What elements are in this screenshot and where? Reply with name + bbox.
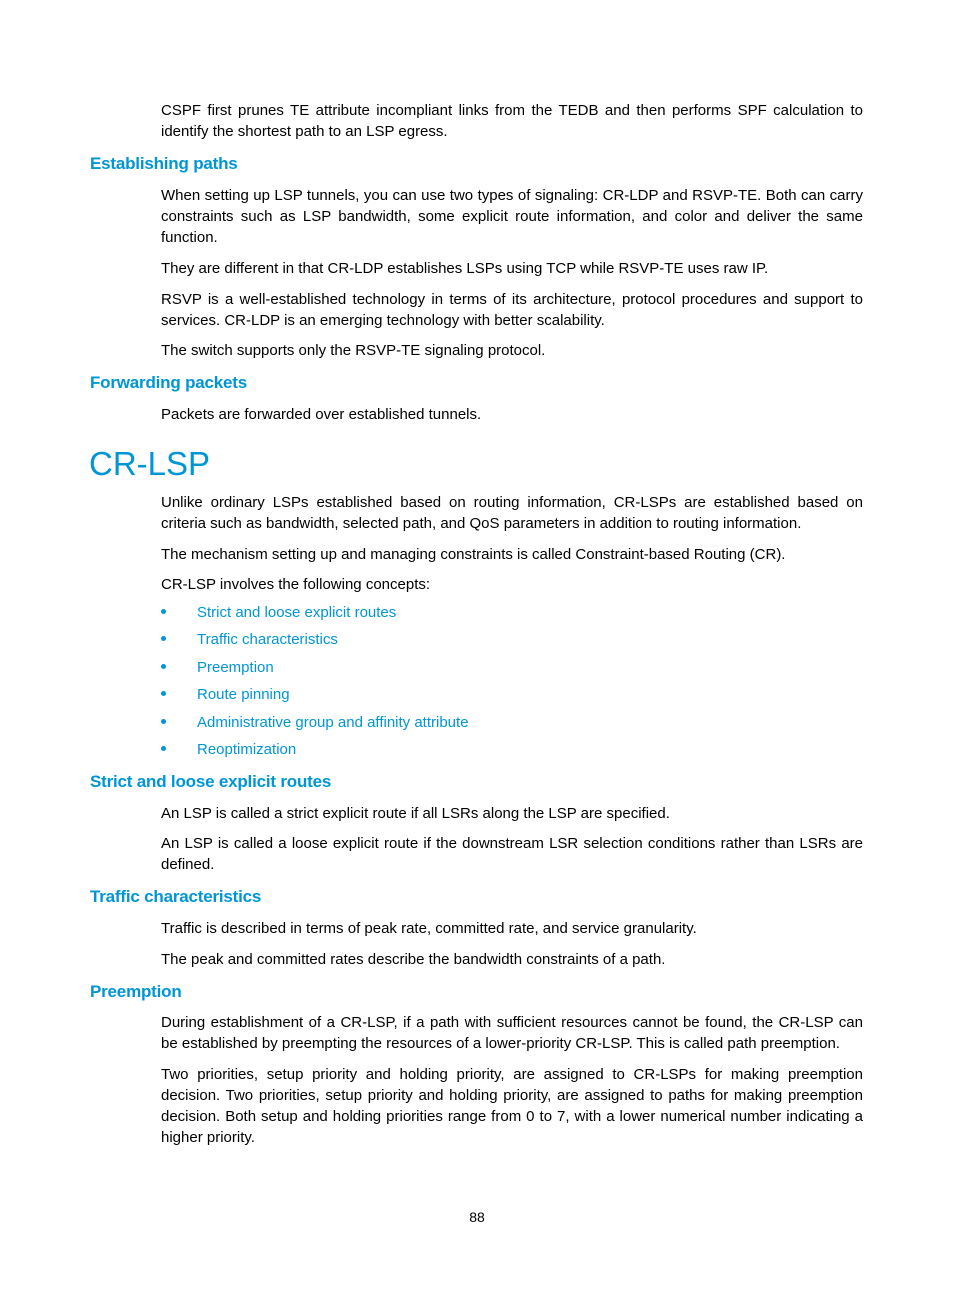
loose-route-paragraph: An LSP is called a loose explicit route if the downstream LSR selection conditions rather than LSRs are defined.: [161, 835, 863, 873]
signaling-paragraph: When setting up LSP tunnels, you can use two types of signaling: CR-LDP and RSVP-TE. Both can carry constraints such as LSP bandwidth, some explicit route information, and color and deliver the same function.: [161, 187, 863, 246]
link-reoptimization[interactable]: Reoptimization: [197, 740, 297, 758]
difference-paragraph: They are different in that CR-LDP establishes LSPs using TCP while RSVP-TE uses raw IP.: [161, 260, 769, 277]
bandwidth-paragraph: The peak and committed rates describe the bandwidth constraints of a path.: [161, 951, 666, 968]
link-administrative-group[interactable]: Administrative group and affinity attribute: [197, 713, 469, 731]
heading-establishing-paths: Establishing paths: [90, 154, 238, 173]
bullet-icon: [161, 664, 166, 669]
priorities-paragraph: Two priorities, setup priority and holding priority, are assigned to CR-LSPs for making preemption decision. Two priorities, setup priority and holding priority, are assigned to paths for making preemption decision. Both setup and holding priorities range from 0 to 7, with a lower numerical number indicating a higher priority.: [161, 1066, 863, 1146]
heading-traffic-characteristics: Traffic characteristics: [90, 887, 262, 906]
bullet-icon: [161, 636, 166, 641]
cr-lsp-intro-paragraph: Unlike ordinary LSPs established based on routing information, CR-LSPs are established based on criteria such as bandwidth, selected path, and QoS parameters in addition to routing information.: [161, 494, 863, 532]
rsvp-paragraph: RSVP is a well-established technology in terms of its architecture, protocol procedures and support to services. CR-LDP is an emerging technology with better scalability.: [161, 291, 863, 329]
heading-preemption: Preemption: [90, 982, 182, 1001]
link-strict-loose-routes[interactable]: Strict and loose explicit routes: [197, 604, 397, 621]
traffic-description-paragraph: Traffic is described in terms of peak rate, committed rate, and service granularity.: [161, 920, 697, 937]
page-number: 88: [469, 1209, 485, 1225]
strict-route-paragraph: An LSP is called a strict explicit route if all LSRs along the LSP are specified.: [161, 805, 670, 822]
link-route-pinning[interactable]: Route pinning: [197, 686, 290, 704]
heading-forwarding-packets: Forwarding packets: [90, 373, 247, 392]
bullet-icon: [161, 746, 166, 751]
concepts-intro-paragraph: CR-LSP involves the following concepts:: [161, 576, 431, 593]
bullet-icon: [161, 609, 166, 614]
heading-cr-lsp: CR-LSP: [89, 445, 211, 482]
link-preemption[interactable]: Preemption: [197, 658, 274, 676]
switch-support-paragraph: The switch supports only the RSVP-TE signaling protocol.: [161, 342, 546, 359]
link-traffic-characteristics[interactable]: Traffic characteristics: [197, 631, 338, 649]
heading-strict-loose-routes: Strict and loose explicit routes: [90, 772, 332, 791]
cspf-paragraph: CSPF first prunes TE attribute incompliant links from the TEDB and then performs SPF calculation to identify the shortest path to an LSP egress.: [161, 102, 863, 140]
forwarding-paragraph: Packets are forwarded over established tunnels.: [161, 406, 482, 423]
bullet-icon: [161, 719, 166, 724]
bullet-icon: [161, 691, 166, 696]
preemption-paragraph: During establishment of a CR-LSP, if a path with sufficient resources cannot be found, the CR-LSP can be established by preempting the resources of a lower-priority CR-LSP. This is called path preemption.: [161, 1014, 863, 1052]
mechanism-paragraph: The mechanism setting up and managing constraints is called Constraint-based Routing (CR).: [161, 546, 786, 563]
